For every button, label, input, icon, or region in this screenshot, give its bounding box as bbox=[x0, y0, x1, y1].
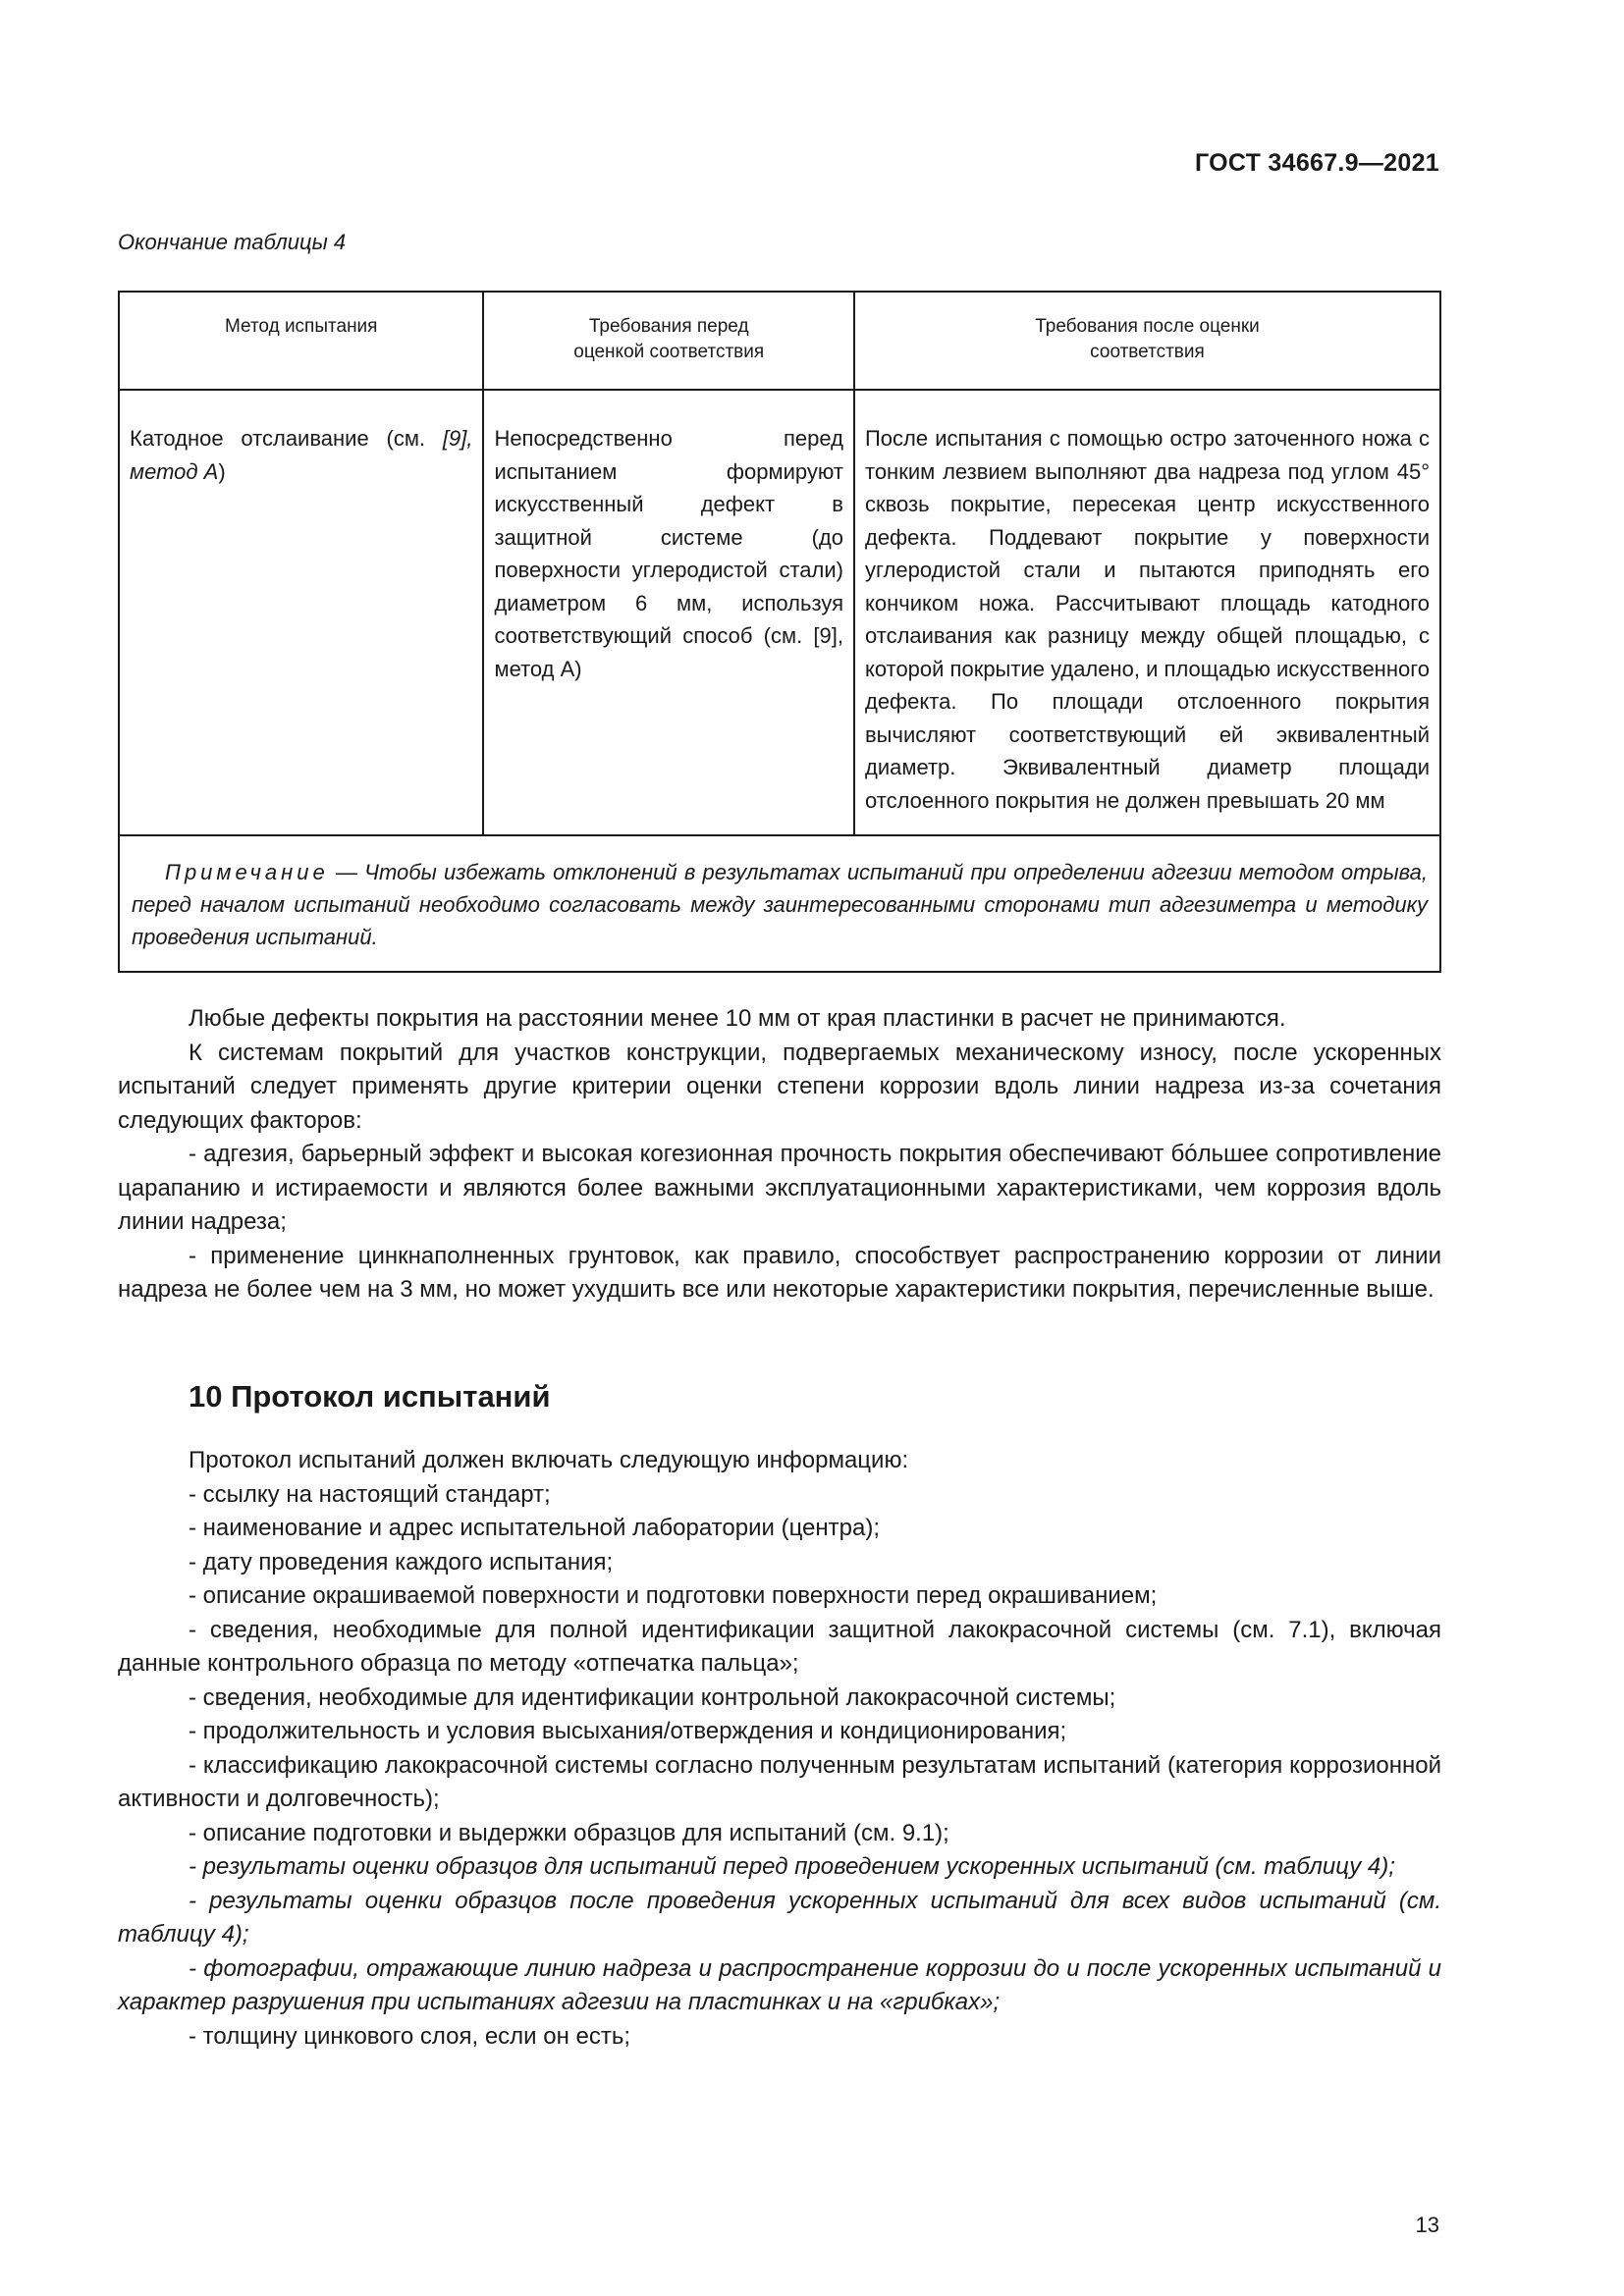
header-after bbox=[854, 292, 1440, 390]
list-item: - результаты оценки образцов для испытаний перед проведением ускоренных испытаний (см. таблицу 4); bbox=[189, 1853, 1395, 1880]
list-item: - результаты оценки образцов после проведения ускоренных испытаний для всех видов испытаний (см. таблицу 4); bbox=[118, 1887, 1441, 1948]
paragraph: Протокол испытаний должен включать следующую информацию: bbox=[189, 1447, 909, 1473]
list-item: - описание окрашиваемой поверхности и подготовки поверхности перед окрашиванием; bbox=[189, 1582, 1158, 1609]
cell-before: Непосредственно перед испытанием формируют искусственный дефект в защитной системе (до поверхности углеродистой стали) диаметром 6 мм, используя соответствующий способ (см. [9], метод А) bbox=[483, 390, 854, 835]
list-item: - толщину цинкового слоя, если он есть; bbox=[189, 2022, 631, 2050]
list-item: - дату проведения каждого испытания; bbox=[189, 1548, 614, 1575]
table-header-row bbox=[119, 292, 1440, 390]
list-item: - описание подготовки и выдержки образцов для испытаний (см. 9.1); bbox=[189, 1819, 949, 1846]
document-id: ГОСТ 34667.9—2021 bbox=[1194, 149, 1439, 177]
list-item: - сведения, необходимые для идентификации контрольной лакокрасочной системы; bbox=[189, 1683, 1116, 1711]
cell-method bbox=[119, 390, 483, 835]
list-item: - классификацию лакокрасочной системы согласно полученным результатам испытаний (категория коррозионной активности и долговечность); bbox=[118, 1751, 1441, 1812]
section-heading: 10 Протокол испытаний bbox=[189, 1379, 551, 1414]
list-item: - сведения, необходимые для полной идентификации защитной лакокрасочной системы (см. 7.1), включая данные контрольного образца по методу «отпечатка пальца»; bbox=[118, 1616, 1441, 1677]
paragraph: Любые дефекты покрытия на расстоянии менее 10 мм от края пластинки в расчет не принимаются. bbox=[189, 1005, 1286, 1032]
table-caption: Окончание таблицы 4 bbox=[118, 230, 347, 254]
method-reference: [9], метод А bbox=[130, 426, 473, 484]
table-4 bbox=[118, 291, 1441, 973]
method-text: Катодное отслаивание (см. bbox=[130, 426, 426, 451]
paragraph: К системам покрытий для участков конструкции, подвергаемых механическому износу, после ускоренных испытаний следует применять другие критерии оценки степени коррозии вдоль линии надреза из-за сочетания следующих факторов: bbox=[118, 1039, 1441, 1134]
note-label: Примечание bbox=[165, 860, 329, 884]
list-item: - адгезия, барьерный эффект и высокая когезионная прочность покрытия обеспечивают бóльшее сопротивление царапанию и истираемости и являются более важными эксплуатационными характеристиками, чем коррозия вдоль линии надреза; bbox=[118, 1141, 1441, 1235]
list-item: - ссылку на настоящий стандарт; bbox=[189, 1480, 551, 1508]
note-text: — Чтобы избежать отклонений в результатах испытаний при определении адгезии методом отрыва, перед началом испытаний необходимо согласовать между заинтересованными сторонами тип адгезиметра и методику проведения испытаний. bbox=[132, 860, 1428, 949]
body-text-block-1 bbox=[118, 1002, 1441, 1308]
page-number: 13 bbox=[1415, 2213, 1439, 2237]
list-item: - применение цинкнаполненных грунтовок, как правило, способствует распространению коррозии от линии надреза не более чем на 3 мм, но может ухудшить все или некоторые характеристики покрытия, перечисленные выше. bbox=[118, 1242, 1441, 1303]
header-line: Требования после оценки bbox=[1035, 316, 1260, 337]
header-line: Метод испытания bbox=[224, 316, 378, 337]
header-before bbox=[483, 292, 854, 390]
list-item: - наименование и адрес испытательной лаборатории (центра); bbox=[189, 1515, 880, 1541]
table-note bbox=[119, 835, 1440, 972]
header-method bbox=[119, 292, 483, 390]
header-line: соответствия bbox=[1090, 342, 1205, 362]
list-item: - фотографии, отражающие линию надреза и распространение коррозии до и после ускоренных испытаний и характер разрушения при испытаниях адгезии на пластинках и на «грибках»; bbox=[118, 1954, 1441, 2015]
header-line: оценкой соответствия bbox=[573, 342, 765, 362]
table-row bbox=[119, 390, 1440, 835]
list-item: - продолжительность и условия высыхания/отверждения и кондиционирования; bbox=[189, 1718, 1067, 1744]
table-note-row bbox=[119, 835, 1440, 972]
header-line: Требования перед bbox=[588, 316, 749, 337]
cell-after: После испытания с помощью остро заточенного ножа с тонким лезвием выполняют два надреза под углом 45° сквозь покрытие, пересекая центр искусственного дефекта. Поддевают покрытие у поверхности углеродистой стали и пытаются приподнять его кончиком ножа. Рассчитывают площадь катодного отслаивания как разницу между общей площадью, с которой покрытие удалено, и площадью искусственного дефекта. По площади отслоенного покрытия вычисляют соответствующий ей эквивалентный диаметр. Эквивалентный диаметр площади отслоенного покрытия не должен превышать 20 мм bbox=[854, 390, 1440, 835]
body-text-block-2 bbox=[118, 1444, 1441, 2054]
method-close: ) bbox=[218, 458, 226, 484]
